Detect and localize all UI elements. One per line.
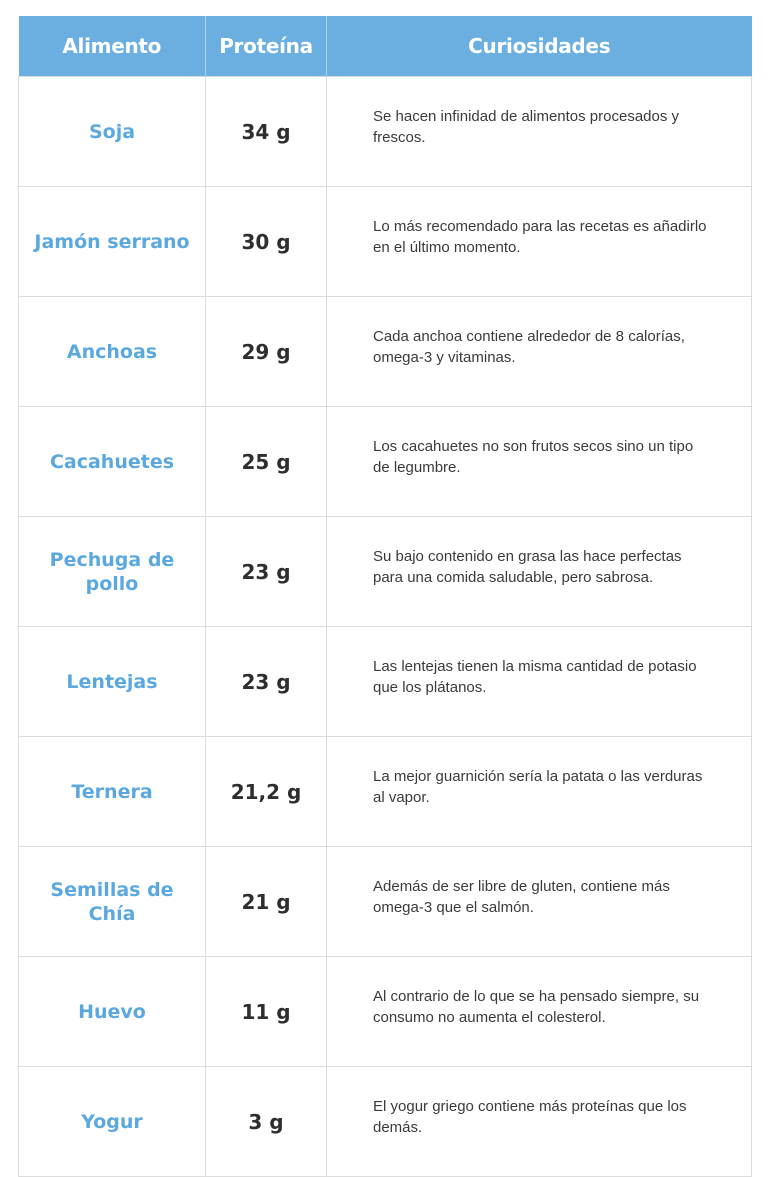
protein-value: 11 g	[206, 957, 327, 1067]
table-body	[19, 77, 752, 1177]
table-row	[19, 77, 752, 187]
table-row	[19, 407, 752, 517]
food-name: Lentejas	[19, 627, 206, 737]
food-name: Soja	[19, 77, 206, 187]
protein-value: 3 g	[206, 1067, 327, 1177]
column-header-protein: Proteína	[206, 16, 327, 77]
food-name: Cacahuetes	[19, 407, 206, 517]
protein-value: 34 g	[206, 77, 327, 187]
food-name: Jamón serrano	[19, 187, 206, 297]
protein-table-container	[18, 16, 751, 1177]
table-header	[19, 16, 752, 77]
table-row	[19, 297, 752, 407]
food-name: Yogur	[19, 1067, 206, 1177]
fact-text: Además de ser libre de gluten, contiene más omega-3 que el salmón.	[327, 847, 752, 957]
table-row	[19, 627, 752, 737]
fact-text: Los cacahuetes no son frutos secos sino un tipo de legumbre.	[327, 407, 752, 517]
fact-text: El yogur griego contiene más proteínas que los demás.	[327, 1067, 752, 1177]
fact-text: Cada anchoa contiene alrededor de 8 calorías, omega-3 y vitaminas.	[327, 297, 752, 407]
fact-text: Se hacen infinidad de alimentos procesados y frescos.	[327, 77, 752, 187]
protein-value: 29 g	[206, 297, 327, 407]
fact-text: Al contrario de lo que se ha pensado siempre, su consumo no aumenta el colesterol.	[327, 957, 752, 1067]
column-header-food: Alimento	[19, 16, 206, 77]
protein-value: 23 g	[206, 517, 327, 627]
protein-value: 23 g	[206, 627, 327, 737]
table-row	[19, 847, 752, 957]
fact-text: La mejor guarnición sería la patata o las verduras al vapor.	[327, 737, 752, 847]
column-header-fact: Curiosidades	[327, 16, 752, 77]
fact-text: Su bajo contenido en grasa las hace perfectas para una comida saludable, pero sabrosa.	[327, 517, 752, 627]
protein-value: 30 g	[206, 187, 327, 297]
food-name: Pechuga de pollo	[19, 517, 206, 627]
table-row	[19, 187, 752, 297]
header-row	[19, 16, 752, 77]
protein-value: 21 g	[206, 847, 327, 957]
food-name: Semillas de Chía	[19, 847, 206, 957]
fact-text: Lo más recomendado para las recetas es añadirlo en el último momento.	[327, 187, 752, 297]
protein-value: 25 g	[206, 407, 327, 517]
table-row	[19, 957, 752, 1067]
protein-table	[18, 16, 752, 1177]
food-name: Anchoas	[19, 297, 206, 407]
food-name: Ternera	[19, 737, 206, 847]
protein-value: 21,2 g	[206, 737, 327, 847]
table-row	[19, 1067, 752, 1177]
fact-text: Las lentejas tienen la misma cantidad de potasio que los plátanos.	[327, 627, 752, 737]
table-row	[19, 517, 752, 627]
table-row	[19, 737, 752, 847]
food-name: Huevo	[19, 957, 206, 1067]
